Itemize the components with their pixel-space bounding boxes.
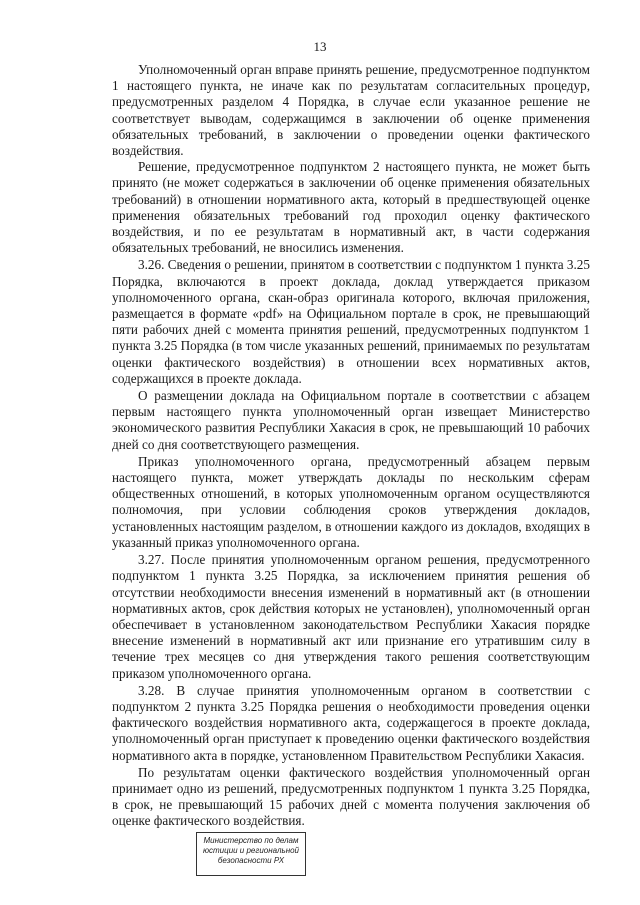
stamp-line-2: юстиции и региональной (202, 846, 300, 855)
paragraph-5: Приказ уполномоченного органа, предусмотренный абзацем первым настоящего пункта, может утверждать доклады по нескольким сферам общественных отношений, в которых уполномоченным органом осуществляются полномочия, при условии соблюдения сроков утверждения докладов, установленных настоящим разделом, в отношении каждого из докладов, входящих в указанный приказ уполномоченного органа. (112, 453, 590, 550)
paragraph-1: Уполномоченный орган вправе принять решение, предусмотренное подпунктом 1 настоящего пункта, не иначе как по результатам согласительных процедур, предусмотренных разделом 4 Порядка, в случае если указанное решение не соответствует выводам, содержащимся в заключении об оценке применения обязательных требований, в заключении о проведении оценки фактического воздействия. (112, 62, 590, 159)
paragraph-3-27: 3.27. После принятия уполномоченным органом решения, предусмотренного подпунктом 1 пункта 3.25 Порядка, за исключением принятия решения об отсутствии необходимости внесения изменений в нормативный акт (в отношении нормативных актов, срок действия которых не установлен), уполномоченный орган обеспечивает в установленном законодательством Республики Хакасия порядке внесение изменений в нормативный акт или признание его утратившим силу в течение трех месяцев со дня утверждения такого решения соответствующим приказом уполномоченного органа. (112, 552, 590, 681)
document-body (112, 62, 590, 830)
paragraph-4: О размещении доклада на Официальном портале в соответствии с абзацем первым настоящего пункта уполномоченный орган извещает Министерство экономического развития Республики Хакасия в срок, не превышающий 10 рабочих дней со дня соответствующего размещения. (112, 388, 590, 452)
ministry-stamp (196, 832, 306, 876)
stamp-line-1: Министерство по делам (203, 836, 299, 845)
page-number: 13 (313, 39, 327, 54)
paragraph-8: По результатам оценки фактического воздействия уполномоченный орган принимает одно из решений, предусмотренных подпунктом 1 пункта 3.25 Порядка, в срок, не превышающий 15 рабочих дней с момента получения заключения об оценке фактического воздействия. (112, 764, 590, 829)
stamp-line-3: безопасности РХ (217, 856, 285, 865)
paragraph-3-28: 3.28. В случае принятия уполномоченным органом в соответствии с подпунктом 2 пункта 3.25 Порядка решения о необходимости проведения оценки фактического воздействия нормативного акта, содержащегося в проекте доклада, уполномоченный орган приступает к проведению оценки фактического воздействия нормативного акта в порядке, установленном Правительством Республики Хакасия. (112, 682, 590, 763)
paragraph-2: Решение, предусмотренное подпунктом 2 настоящего пункта, не может быть принято (не может содержаться в заключении об оценке применения обязательных требований) в отношении нормативного акта, который в предшествующей оценке применения обязательных требований год проходил оценку фактического воздействия, и по ее результатам в нормативный акт, в части содержания обязательных требований, не вносились изменения. (112, 159, 590, 256)
paragraph-3-26: 3.26. Сведения о решении, принятом в соответствии с подпунктом 1 пункта 3.25 Порядка, включаются в проект доклада, доклад утверждается приказом уполномоченного органа, скан-образ оригинала которого, включая приложения, размещается в формате «pdf» на Официальном портале в срок, не превышающий пяти рабочих дней с момента принятия решений, предусмотренных подпунктом 1 пункта 3.25 Порядка (в том числе указанных решений, принимаемых по результатам оценки фактического воздействия) в отношении всех нормативных актов, содержащихся в проекте доклада. (112, 257, 590, 386)
